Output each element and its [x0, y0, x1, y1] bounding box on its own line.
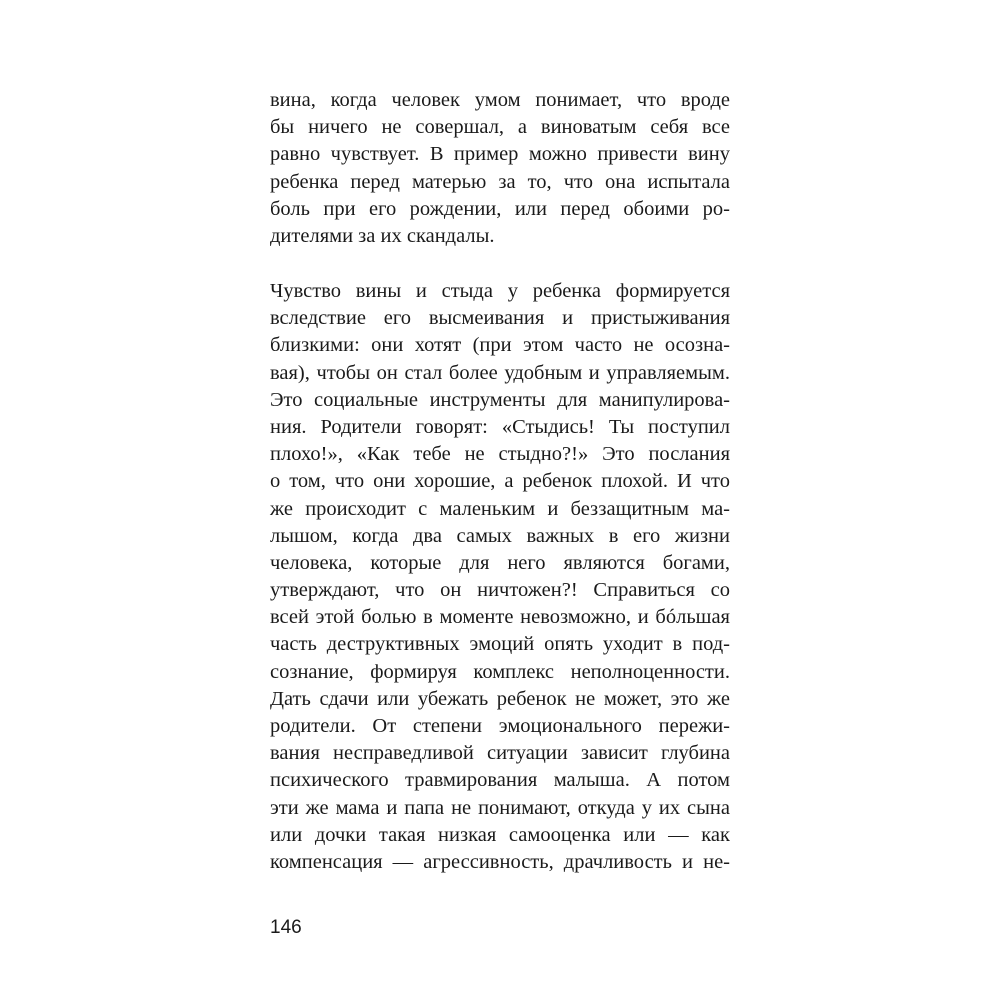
text-line: Дать сдачи или убежать ребенок не может, это же: [270, 687, 730, 710]
text-line: боль при его рождении, или перед обоими ро-: [270, 197, 730, 220]
text-line: же происходит с маленьким и беззащитным ма-: [270, 497, 730, 520]
text-line: компенсация — агрессивность, драчливость и не-: [270, 850, 730, 873]
text-line: ребенка перед матерью за то, что она испытала: [270, 170, 730, 193]
text-line: вания несправедливой ситуации зависит глубина: [270, 742, 730, 765]
paragraph-1: [270, 87, 730, 250]
text-line: лышом, когда два самых важных в его жизни: [270, 524, 730, 547]
paragraph-2: [270, 278, 730, 876]
text-line: о том, что они хорошие, а ребенок плохой. И что: [270, 470, 730, 493]
text-line: близкими: они хотят (при этом часто не осозна-: [270, 334, 730, 357]
text-line: психического травмирования малыша. А потом: [270, 769, 730, 792]
text-line: дителями за их скандалы.: [270, 224, 495, 247]
page-number: 146: [270, 917, 302, 938]
text-line: человека, которые для него являются богами,: [270, 551, 730, 574]
text-line: или дочки такая низкая самооценка или — как: [270, 823, 730, 846]
text-line: Чувство вины и стыда у ребенка формируется: [270, 280, 730, 302]
text-line: родители. От степени эмоционального пережи-: [270, 715, 730, 737]
text-line: эти же мама и папа не понимают, откуда у их сына: [270, 796, 730, 819]
text-line: плохо!», «Как тебе не стыдно?!» Это послания: [270, 443, 730, 466]
text-line: вина, когда человек умом понимает, что вроде: [270, 89, 730, 111]
text-line: часть деструктивных эмоций опять уходит в под-: [270, 633, 730, 656]
text-line: сознание, формируя комплекс неполноценности.: [270, 660, 730, 683]
text-line: ния. Родители говорят: «Стыдись! Ты поступил: [270, 415, 730, 438]
text-line: вая), чтобы он стал более удобным и управляемым.: [270, 361, 730, 384]
text-line: всей этой болью в моменте невозможно, и бóльшая: [270, 606, 730, 629]
text-line: Это социальные инструменты для манипулирова-: [270, 388, 730, 411]
text-line: равно чувствует. В пример можно привести вину: [270, 143, 730, 166]
text-line: бы ничего не совершал, а виноватым себя все: [270, 116, 730, 139]
text-line: вследствие его высмеивания и пристыживания: [270, 307, 730, 330]
text-line: утверждают, что он ничтожен?! Справиться со: [270, 579, 730, 602]
